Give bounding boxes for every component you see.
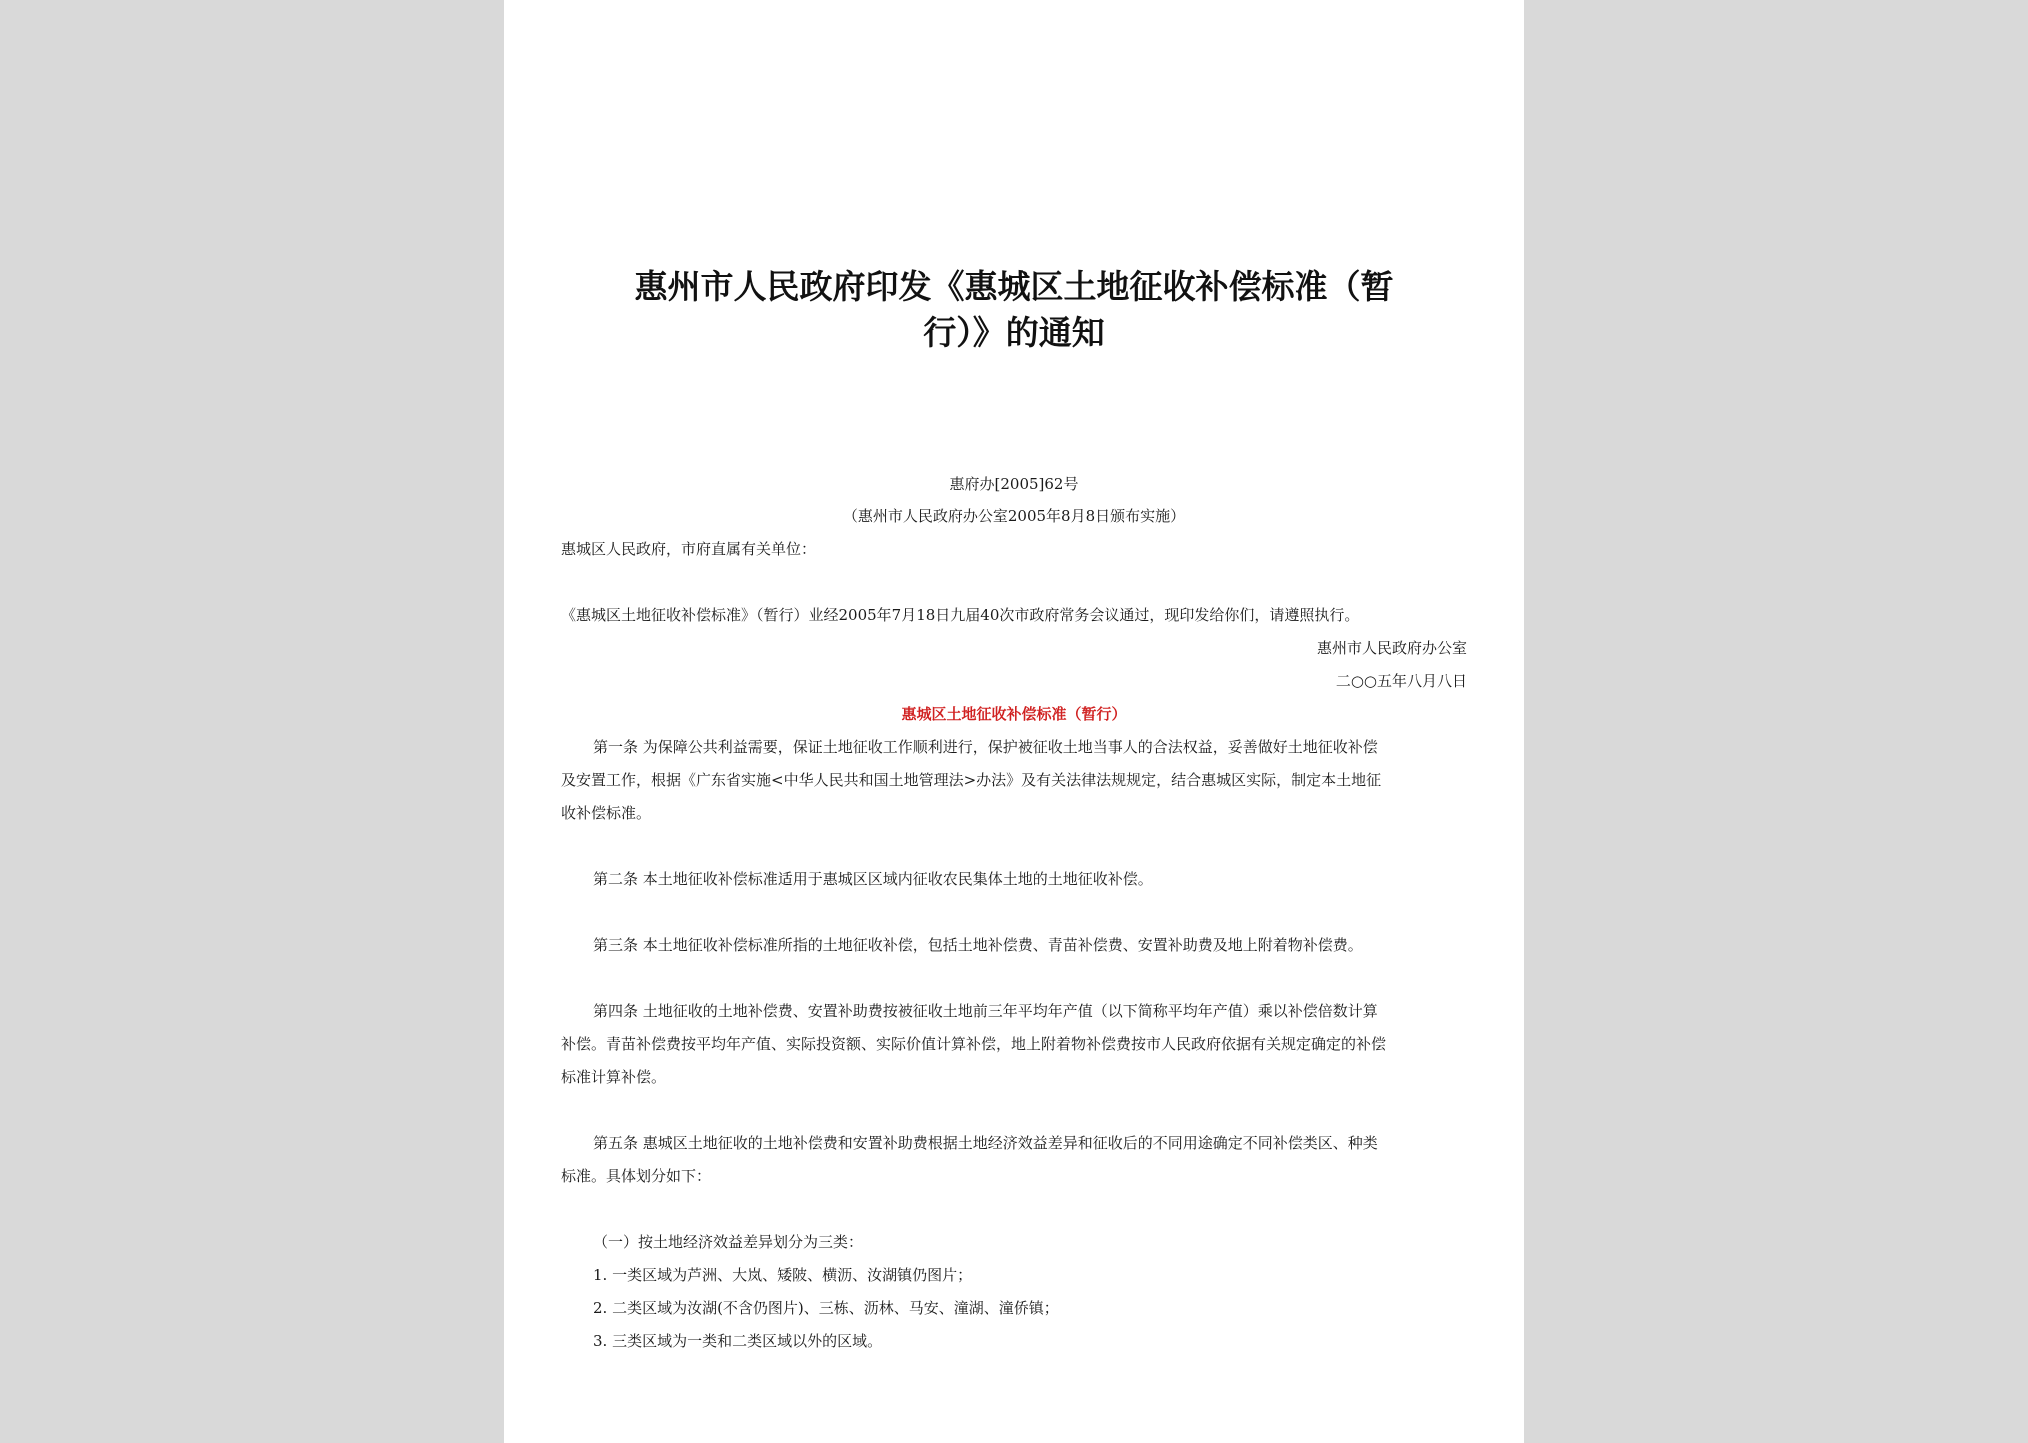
addressee: 惠城区人民政府，市府直属有关单位： — [561, 540, 817, 558]
section-1-heading: （一）按土地经济效益差异划分为三类： — [593, 1233, 864, 1251]
issue-date: 二○○五年八月八日 — [1335, 672, 1467, 690]
article-2: 第二条 本土地征收补偿标准适用于惠城区区域内征收农民集体土地的土地征收补偿。 — [593, 870, 1153, 888]
article-1-line-1: 第一条 为保障公共利益需要，保证土地征收工作顺利进行，保护被征收土地当事人的合法权益，妥善做好土地征收补偿 — [593, 738, 1378, 756]
article-1-line-2: 及安置工作，根据《广东省实施<中华人民共和国土地管理法>办法》及有关法律法规规定，结合惠城区实际，制定本土地征 — [561, 771, 1382, 789]
section-1-item-2: 2. 二类区域为汝湖(不含仍图片)、三栋、沥林、马安、潼湖、潼侨镇； — [593, 1299, 1059, 1317]
issued-note: （惠州市人民政府办公室2005年8月8日颁布实施） — [842, 507, 1186, 525]
document-number: 惠府办[2005]62号 — [949, 475, 1079, 493]
standard-title: 惠城区土地征收补偿标准（暂行） — [901, 705, 1127, 723]
section-1-item-3: 3. 三类区域为一类和二类区域以外的区域。 — [593, 1332, 883, 1350]
article-4-line-1: 第四条 土地征收的土地补偿费、安置补助费按被征收土地前三年平均年产值（以下简称平均年产值）乘以补偿倍数计算 — [593, 1002, 1378, 1020]
issuer: 惠州市人民政府办公室 — [1316, 639, 1467, 657]
article-1-line-3: 收补偿标准。 — [561, 804, 652, 822]
section-1-item-1: 1. 一类区域为芦洲、大岚、矮陂、横沥、汝湖镇仍图片； — [593, 1266, 973, 1284]
intro-paragraph: 《惠城区土地征收补偿标准》（暂行）业经2005年7月18日九届40次市政府常务会议通过，现印发给你们，请遵照执行。 — [561, 606, 1360, 624]
article-4-line-3: 标准计算补偿。 — [561, 1068, 667, 1086]
article-4-line-2: 补偿。青苗补偿费按平均年产值、实际投资额、实际价值计算补偿，地上附着物补偿费按市人民政府依据有关规定确定的补偿 — [561, 1035, 1387, 1053]
document-title-line-1: 惠州市人民政府印发《惠城区土地征收补偿标准（暂 — [634, 267, 1394, 306]
article-5-line-1: 第五条 惠城区土地征收的土地补偿费和安置补助费根据土地经济效益差异和征收后的不同用途确定不同补偿类区、种类 — [593, 1134, 1378, 1152]
article-3: 第三条 本土地征收补偿标准所指的土地征收补偿，包括土地补偿费、青苗补偿费、安置补助费及地上附着物补偿费。 — [593, 936, 1363, 954]
document-page — [504, 0, 1524, 1443]
article-5-line-2: 标准。具体划分如下： — [561, 1167, 712, 1185]
document-title-line-2: 行）》的通知 — [923, 313, 1105, 352]
